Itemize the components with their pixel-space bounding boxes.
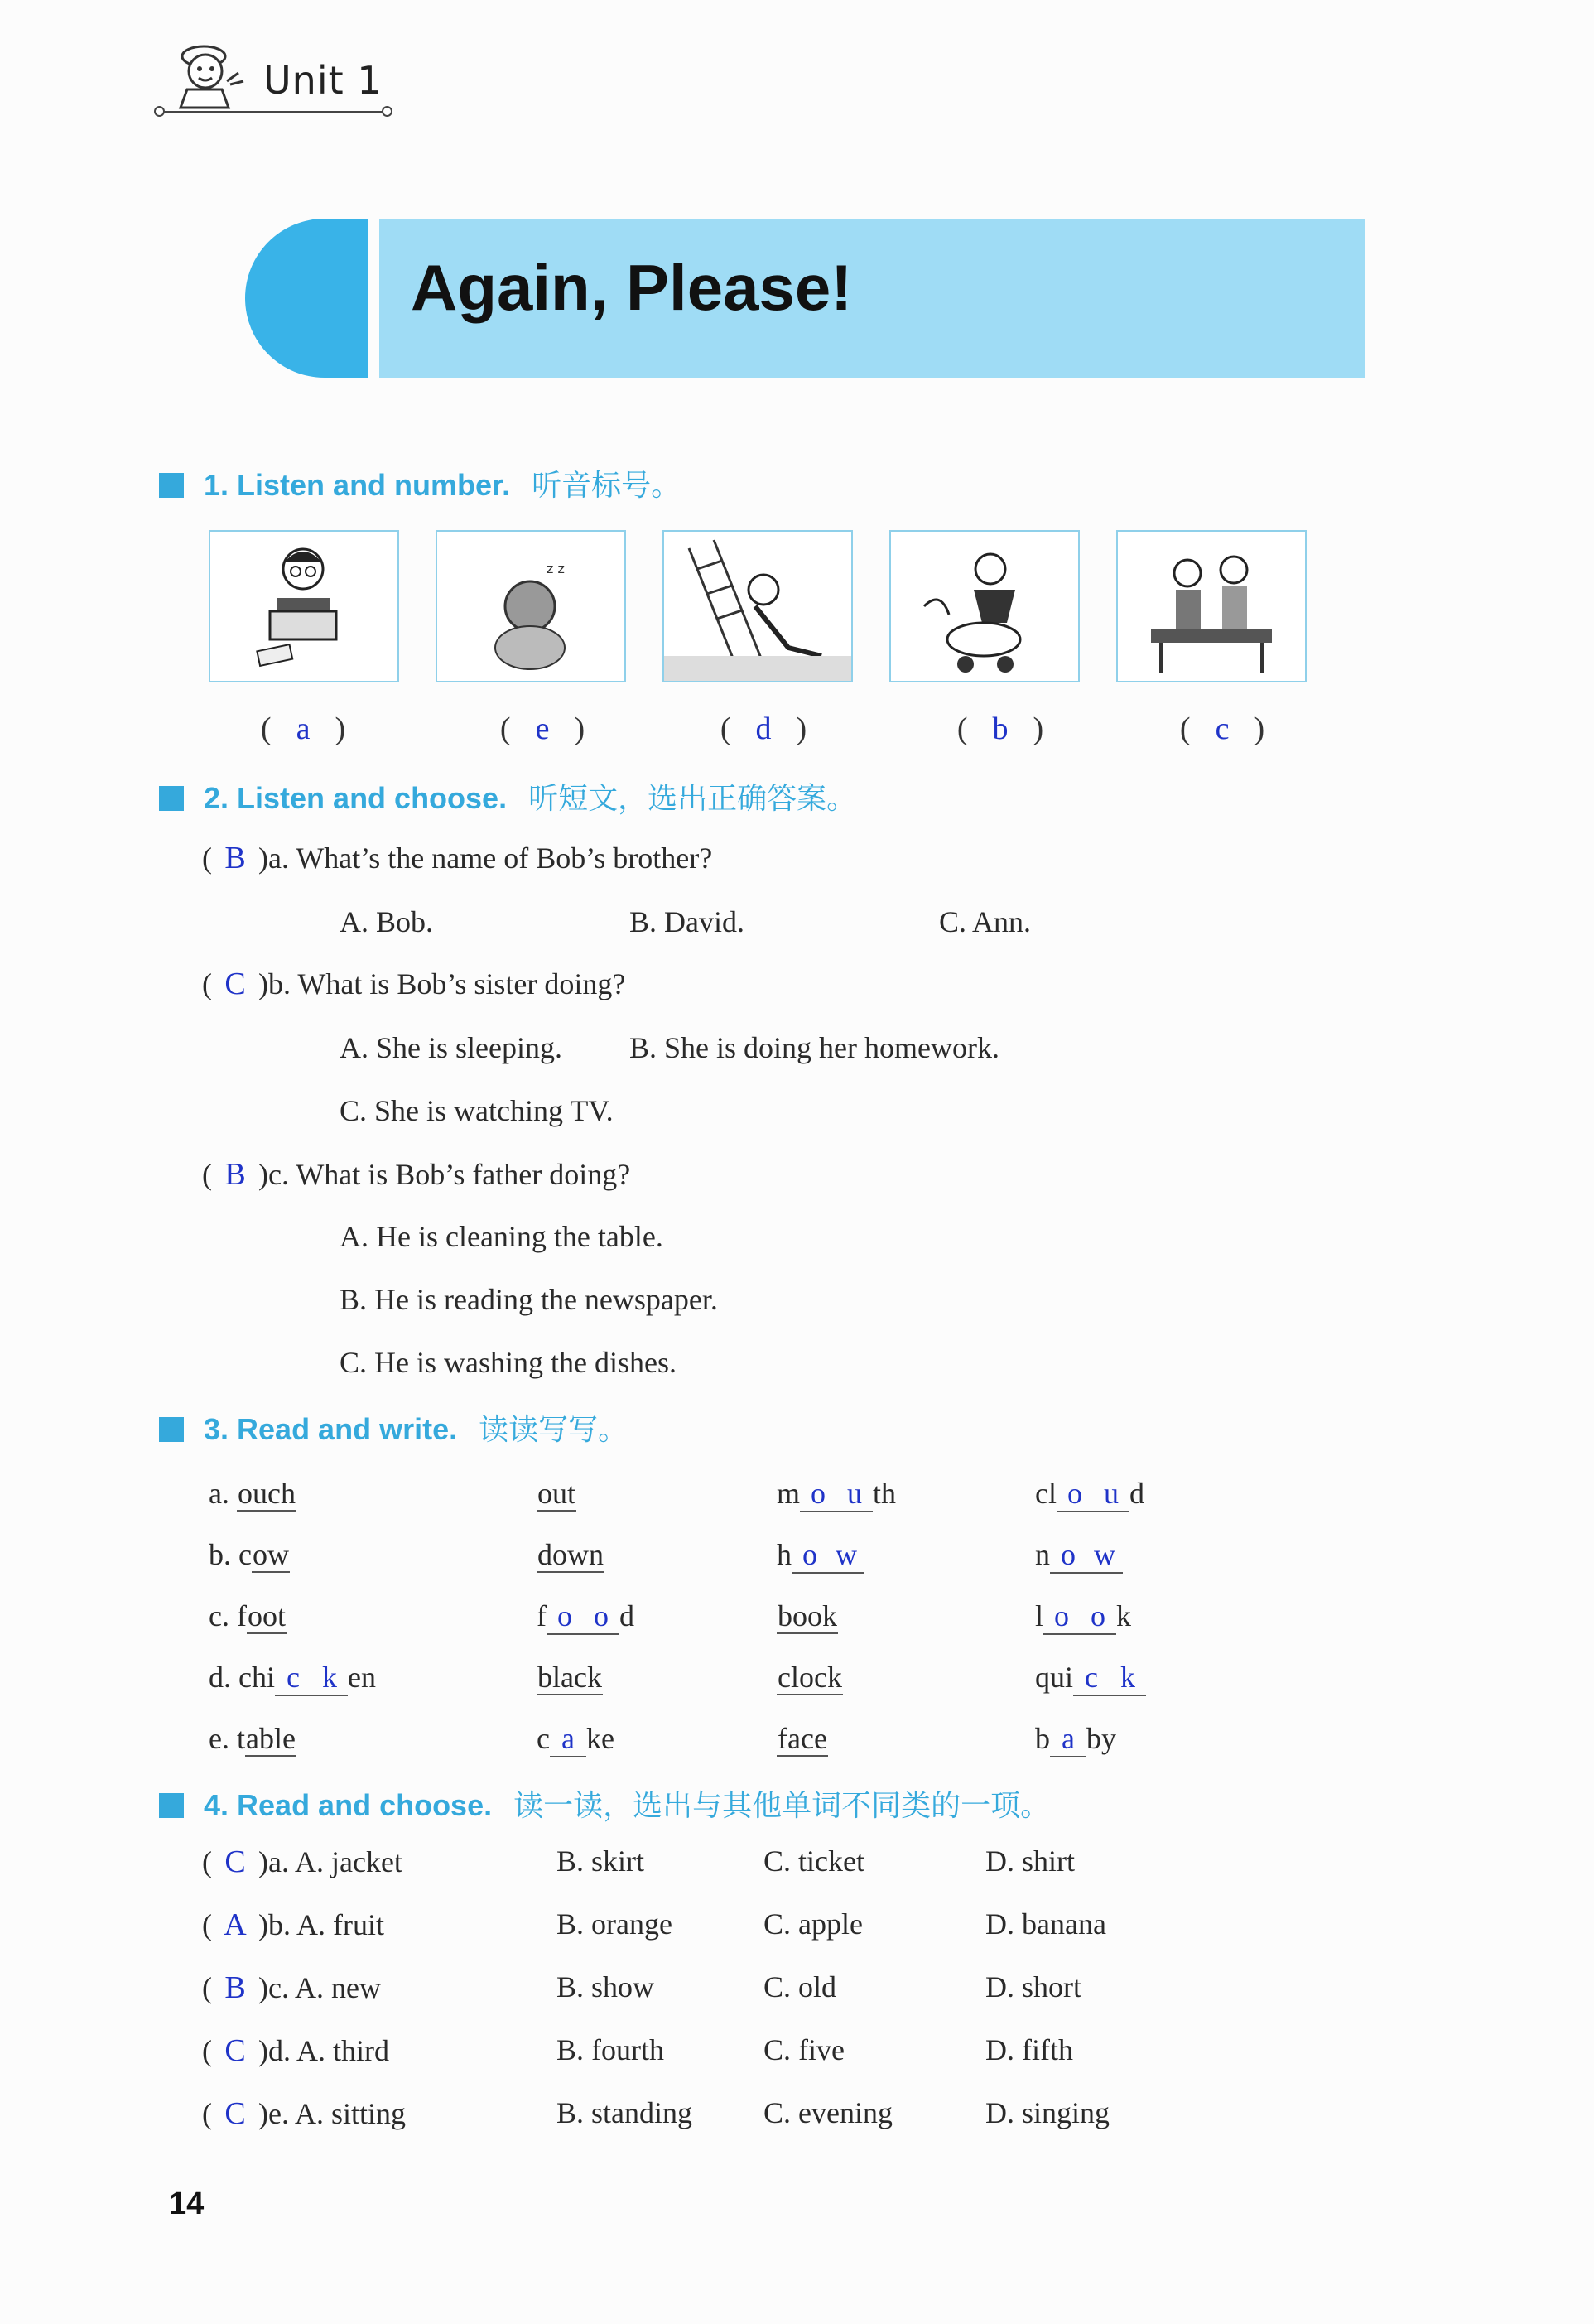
word-underlined-part xyxy=(777,1661,843,1695)
word-underlined-part xyxy=(777,1722,828,1757)
option-2b-c: C. She is watching TV. xyxy=(340,1094,614,1127)
underline-dot-right xyxy=(382,106,392,117)
choice-c-c: C. old xyxy=(763,1970,837,2003)
question-2c-text: c. What is Bob’s father doing? xyxy=(268,1158,631,1191)
word-letters: m xyxy=(777,1477,801,1510)
word-out xyxy=(537,1476,576,1511)
word-letters: c xyxy=(537,1722,550,1755)
blank-input[interactable]: o xyxy=(1057,1476,1093,1512)
word-letters: d xyxy=(537,1538,552,1571)
svg-text:z z: z z xyxy=(547,561,565,576)
choice-e-b: B. standing xyxy=(556,2096,693,2129)
word-mouth xyxy=(777,1476,896,1512)
section-4-header xyxy=(159,1782,1050,1825)
choice-b-c: C. apple xyxy=(763,1907,863,1941)
option-2c-b: B. He is reading the newspaper. xyxy=(340,1283,718,1316)
word-letters: th xyxy=(873,1477,897,1510)
word-letters: ble xyxy=(258,1722,296,1755)
word-underlined-part: ow xyxy=(252,1538,289,1571)
picture-girls-talking xyxy=(1116,530,1307,682)
blank-input[interactable]: o xyxy=(1050,1537,1086,1574)
section-1-title-cn: 听音标号。 xyxy=(532,469,681,503)
word-letters: h xyxy=(777,1538,792,1571)
blank-input[interactable]: w xyxy=(828,1537,864,1574)
word-letters: qui xyxy=(1035,1661,1074,1694)
question-2c: ( B )c. What is Bob’s father doing? xyxy=(202,1157,631,1192)
choice-a-c: C. ticket xyxy=(763,1844,864,1878)
blank-input[interactable]: k xyxy=(311,1660,348,1696)
page-number: 14 xyxy=(169,2187,205,2221)
section-marker-icon xyxy=(159,786,184,811)
word-how xyxy=(777,1537,864,1574)
word-underlined-part xyxy=(237,1477,296,1512)
choice-b-b: B. orange xyxy=(556,1907,672,1941)
blank-input[interactable]: c xyxy=(1073,1660,1110,1696)
blank-input[interactable]: a xyxy=(1050,1721,1086,1757)
word-letters: t xyxy=(277,1599,286,1632)
word-letters: f xyxy=(778,1722,787,1755)
word-letters: k xyxy=(1116,1599,1132,1632)
option-2b-b: B. She is doing her homework. xyxy=(629,1031,999,1064)
word-clock xyxy=(777,1660,843,1695)
word-letters: ck xyxy=(813,1661,842,1694)
word-letters: a xyxy=(787,1722,801,1755)
section-marker-icon xyxy=(159,1793,184,1818)
boy-reading-icon xyxy=(210,532,397,681)
choice-a-d: D. shirt xyxy=(985,1844,1075,1878)
choice-e-d: D. singing xyxy=(985,2096,1110,2129)
choice-row-b: ( A )b. A. fruit xyxy=(202,1907,384,1942)
choice-row-c: ( B )c. A. new xyxy=(202,1970,381,2005)
section-1-header xyxy=(159,462,681,504)
word-prefix: b. c xyxy=(209,1538,252,1571)
word-letters: t xyxy=(567,1477,576,1510)
question-2a: ( B )a. What’s the name of Bob’s brother? xyxy=(202,841,713,875)
choice-row-b-label: b. A. fruit xyxy=(268,1908,384,1941)
word-cake xyxy=(537,1721,614,1757)
word-letters: en xyxy=(347,1661,376,1694)
answer-1: a xyxy=(296,711,311,746)
word-underlined-part xyxy=(245,1722,296,1757)
cartoon-mascot-icon xyxy=(162,31,253,111)
answer-slot-4: ( b ) xyxy=(956,711,1044,746)
word-letters: n xyxy=(589,1538,604,1571)
blank-input[interactable]: o xyxy=(792,1537,828,1574)
answer-slot-5: ( c ) xyxy=(1179,711,1265,746)
picture-boy-riding xyxy=(889,530,1080,682)
blank-input[interactable]: o xyxy=(583,1598,619,1635)
word-cloud xyxy=(1035,1476,1144,1512)
word-letters: b xyxy=(778,1599,792,1632)
word-chicken xyxy=(209,1660,376,1696)
unit-underline xyxy=(159,111,388,113)
choice-row-e: ( C )e. A. sitting xyxy=(202,2096,407,2131)
blank-input[interactable]: o xyxy=(1080,1598,1116,1635)
question-2a-text: a. What’s the name of Bob’s brother? xyxy=(268,841,713,875)
answer-5: c xyxy=(1215,711,1230,746)
word-letters: ou xyxy=(237,1477,267,1510)
word-letters: n xyxy=(1035,1538,1050,1571)
word-letters: d xyxy=(619,1599,634,1632)
question-2b-answer: C xyxy=(224,967,246,1001)
word-underlined-part xyxy=(247,1599,287,1634)
word-baby xyxy=(1035,1721,1116,1757)
banner-half-circle xyxy=(245,219,368,378)
word-letters: d xyxy=(1129,1477,1144,1510)
section-4-title-cn: 读一读，选出与其他单词不同类的一项。 xyxy=(513,1789,1051,1823)
word-book xyxy=(777,1598,838,1633)
choice-b-d: D. banana xyxy=(985,1907,1106,1941)
word-foot xyxy=(209,1598,287,1633)
word-letters: ou xyxy=(537,1477,567,1510)
word-letters: a xyxy=(245,1722,259,1755)
word-face xyxy=(777,1721,828,1756)
choice-row-c-label: c. A. new xyxy=(268,1971,381,2004)
picture-girl-climbing xyxy=(662,530,853,682)
option-2a-a: A. Bob. xyxy=(340,905,434,938)
choice-c-b: B. show xyxy=(556,1970,655,2003)
word-letters: bla xyxy=(537,1661,574,1694)
choice-d-b: B. fourth xyxy=(556,2033,664,2066)
word-underlined-part xyxy=(777,1599,838,1634)
word-prefix: c. f xyxy=(209,1599,247,1632)
girls-talking-icon xyxy=(1118,532,1305,681)
choice-row-b-answer: A xyxy=(224,1907,247,1942)
blank-input[interactable]: u xyxy=(1093,1476,1129,1512)
word-now xyxy=(1035,1537,1123,1574)
answer-slot-3: ( d ) xyxy=(720,711,807,746)
option-2b-a: A. She is sleeping. xyxy=(340,1031,562,1064)
question-2b-text: b. What is Bob’s sister doing? xyxy=(268,967,626,1000)
blank-input[interactable]: k xyxy=(1110,1660,1146,1696)
section-3-title: 3. Read and write. xyxy=(204,1412,458,1446)
word-underlined-part xyxy=(537,1477,576,1512)
option-2c-a: A. He is cleaning the table. xyxy=(340,1220,663,1253)
choice-row-e-label: e. A. sitting xyxy=(268,2097,407,2130)
word-down xyxy=(537,1537,604,1572)
word-ouch xyxy=(209,1476,296,1511)
section-marker-icon xyxy=(159,473,184,498)
word-letters: ck xyxy=(573,1661,602,1694)
section-2-title: 2. Listen and choose. xyxy=(204,781,508,815)
blank-input[interactable]: a xyxy=(550,1721,586,1757)
girl-climbing-icon xyxy=(664,532,851,681)
answer-2: e xyxy=(535,711,550,746)
word-black xyxy=(537,1660,603,1695)
word-letters: b xyxy=(1035,1722,1050,1755)
choice-row-d: ( C )d. A. third xyxy=(202,2033,390,2068)
word-underlined-part xyxy=(537,1538,604,1573)
unit-label: Unit 1 xyxy=(263,58,383,103)
option-2c-c: C. He is washing the dishes. xyxy=(340,1346,677,1379)
option-2a-c: C. Ann. xyxy=(939,905,1032,938)
option-2a-b: B. David. xyxy=(629,905,744,938)
sleeping-girl-icon xyxy=(437,532,624,681)
word-letters: ow xyxy=(552,1538,589,1571)
choice-d-d: D. fifth xyxy=(985,2033,1073,2066)
word-look xyxy=(1035,1598,1131,1635)
word-letters: oo xyxy=(247,1599,277,1632)
choice-row-c-answer: B xyxy=(224,1970,246,2005)
section-3-title-cn: 读读写写。 xyxy=(479,1413,628,1447)
word-letters: by xyxy=(1086,1722,1116,1755)
section-1-title: 1. Listen and number. xyxy=(204,468,511,502)
choice-row-a: ( C )a. A. jacket xyxy=(202,1844,402,1879)
choice-a-b: B. skirt xyxy=(556,1844,645,1878)
question-2b: ( C )b. What is Bob’s sister doing? xyxy=(202,967,626,1001)
word-prefix: a. xyxy=(209,1477,237,1510)
banner-title: Again, Please! xyxy=(411,251,853,324)
word-letters: f xyxy=(537,1599,547,1632)
word-table xyxy=(209,1721,296,1756)
answer-slot-1: ( a ) xyxy=(260,711,346,746)
choice-row-d-label: d. A. third xyxy=(268,2034,390,2067)
word-underlined-part xyxy=(537,1661,603,1695)
choice-d-c: C. five xyxy=(763,2033,845,2066)
word-food xyxy=(537,1598,634,1635)
blank-input[interactable]: u xyxy=(836,1476,873,1512)
choice-row-a-answer: C xyxy=(224,1844,246,1879)
word-letters: l xyxy=(1035,1599,1044,1632)
word-letters: cl xyxy=(1035,1477,1057,1510)
blank-input[interactable]: o xyxy=(547,1598,583,1635)
choice-c-d: D. short xyxy=(985,1970,1081,2003)
section-3-header xyxy=(159,1406,628,1449)
choice-e-c: C. evening xyxy=(763,2096,893,2129)
blank-input[interactable]: o xyxy=(1043,1598,1080,1635)
blank-input[interactable]: c xyxy=(275,1660,311,1696)
word-letters: oo xyxy=(792,1599,822,1632)
section-marker-icon xyxy=(159,1417,184,1442)
word-letters: ce xyxy=(800,1722,827,1755)
word-letters: ch xyxy=(267,1477,296,1510)
word-letters: k xyxy=(822,1599,837,1632)
question-2a-answer: B xyxy=(224,841,246,875)
underline-dot-left xyxy=(154,106,165,117)
question-2c-answer: B xyxy=(224,1157,246,1192)
section-2-header xyxy=(159,775,856,817)
answer-3: d xyxy=(755,711,772,746)
word-prefix: d. chi xyxy=(209,1661,275,1694)
choice-row-e-answer: C xyxy=(224,2096,246,2131)
word-letters: clo xyxy=(778,1661,814,1694)
blank-input[interactable]: o xyxy=(800,1476,836,1512)
answer-4: b xyxy=(992,711,1009,746)
word-cow xyxy=(209,1537,290,1572)
choice-row-d-answer: C xyxy=(224,2033,246,2068)
choice-row-a-label: a. A. jacket xyxy=(268,1845,402,1878)
word-quick xyxy=(1035,1660,1146,1696)
section-4-title: 4. Read and choose. xyxy=(204,1788,493,1822)
word-prefix: e. t xyxy=(209,1722,245,1755)
section-2-title-cn: 听短文，选出正确答案。 xyxy=(528,782,857,816)
picture-sleeping-girl xyxy=(436,530,626,682)
boy-riding-icon xyxy=(891,532,1078,681)
picture-boy-reading xyxy=(209,530,399,682)
answer-slot-2: ( e ) xyxy=(499,711,585,746)
word-letters: ke xyxy=(585,1722,614,1755)
blank-input[interactable]: w xyxy=(1086,1537,1123,1574)
